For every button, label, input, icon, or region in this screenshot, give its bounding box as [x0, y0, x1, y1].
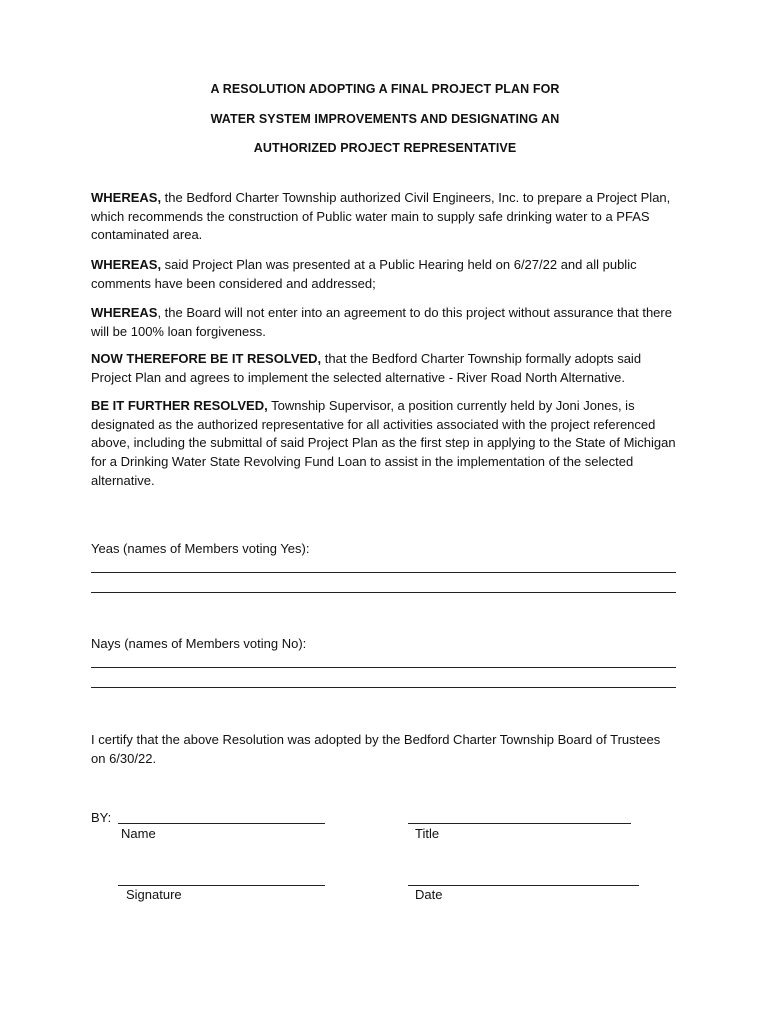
by-label: BY: — [91, 810, 112, 825]
clause-lead: WHEREAS, — [91, 190, 162, 205]
clause-whereas-3 — [91, 304, 681, 341]
name-signature-line[interactable] — [118, 823, 325, 824]
certification-text: I certify that the above Resolution was adopted by the Bedford Charter Township Board of Trustees on 6/30/22. — [91, 732, 661, 766]
nays-line-2[interactable] — [91, 687, 676, 688]
clause-whereas-1 — [91, 189, 681, 245]
date-signature-line[interactable] — [408, 885, 639, 886]
nays-line-1[interactable] — [91, 667, 676, 668]
clause-now-therefore — [91, 350, 681, 387]
title-line-2: WATER SYSTEM IMPROVEMENTS AND DESIGNATING AN — [210, 112, 560, 126]
clause-text: , the Board will not enter into an agreement to do this project without assurance that there will be 100% loan forgiveness. — [91, 305, 672, 339]
signature-caption: Signature — [126, 887, 182, 902]
nays-label: Nays (names of Members voting No): — [91, 636, 307, 651]
clause-text: the Bedford Charter Township authorized Civil Engineers, Inc. to prepare a Project Plan, which recommends the construction of Public water main to supply safe drinking water to a PFAS contaminated area. — [91, 190, 671, 243]
signature-line[interactable] — [118, 885, 325, 886]
title-line-1: A RESOLUTION ADOPTING A FINAL PROJECT PLAN FOR — [210, 82, 560, 96]
title-line-3: AUTHORIZED PROJECT REPRESENTATIVE — [253, 141, 517, 155]
clause-text: Township Supervisor, a position currently held by Joni Jones, is designated as the authorized representative for all activities associated with the project referenced above, including the submittal of said Project Plan as the first step in applying to the State of Michigan for a Drinking Water State Revolving Fund Loan to assist in the implementation of the selected alternative. — [91, 398, 676, 488]
clause-text: said Project Plan was presented at a Public Hearing held on 6/27/22 and all public comments have been considered and addressed; — [91, 257, 637, 291]
clause-lead: NOW THEREFORE BE IT RESOLVED, — [91, 351, 322, 366]
yeas-label: Yeas (names of Members voting Yes): — [91, 541, 310, 556]
name-caption: Name — [121, 826, 156, 841]
clause-lead: BE IT FURTHER RESOLVED, — [91, 398, 268, 413]
clause-lead: WHEREAS, — [91, 257, 162, 272]
date-caption: Date — [415, 887, 443, 902]
title-signature-line[interactable] — [408, 823, 631, 824]
title-caption: Title — [415, 826, 440, 841]
clause-text: that the Bedford Charter Township formally adopts said Project Plan and agrees to implement the selected alternative - River Road North Alternative. — [91, 351, 642, 385]
clause-whereas-2 — [91, 256, 681, 293]
clause-lead: WHEREAS — [91, 305, 158, 320]
yeas-line-2[interactable] — [91, 592, 676, 593]
yeas-line-1[interactable] — [91, 572, 676, 573]
clause-further-resolved — [91, 397, 681, 491]
